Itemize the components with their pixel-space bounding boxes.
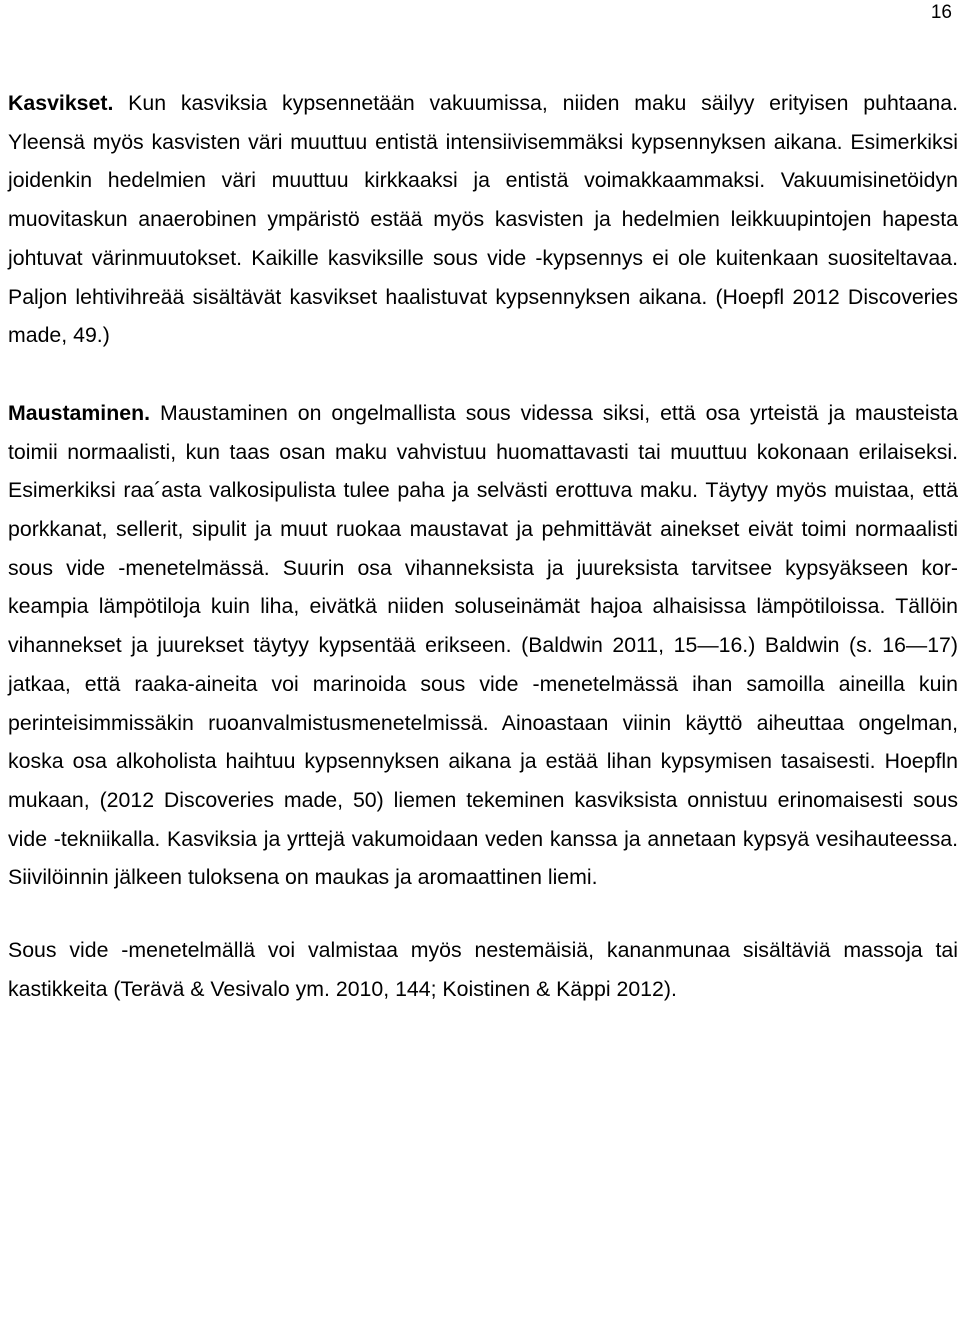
page-number: 16 <box>930 2 952 23</box>
paragraph-kasvikset <box>8 84 958 355</box>
paragraph-text-sous-vide: Sous vide -menetelmällä voi valmistaa myös nestemäisiä, kananmunaa sisältäviä massoja tai kastikkeita (Terävä & Vesivalo ym. 2010, 144; Koistinen & Käppi 2012). <box>8 938 958 1001</box>
paragraph-heading-kasvikset: Kasvikset. <box>8 91 114 115</box>
document-body <box>8 84 958 1008</box>
paragraph-text-maustaminen: Maustaminen on ongelmallista sous videssa siksi, että osa yrteistä ja mausteista toimii normaalisti, kun taas osan maku vahvistuu huomattavasti tai muuttuu kokonaan erilaiseksi. Esimerkiksi raa´asta valkosipulista tulee paha ja selvästi erottuva maku. Täytyy myös muistaa, että porkkanat, sellerit, sipulit ja muut ruokaa maustavat ja pehmittävät ainekset eivät toimi normaalisti sous vide -menetelmässä. Suurin osa vihanneksista ja juureksista tarvitsee kypsyäkseen korkeampia lämpötiloja kuin liha, eivätkä niiden soluseinämät hajoa alhaisissa lämpötiloissa. Tällöin vihannekset ja juurekset täytyy kypsentää erikseen. (Baldwin 2011, 15—16.) Baldwin (s. 16—17) jatkaa, että raaka-aineita voi marinoida sous vide -menetelmässä ihan samoilla aineilla kuin perinteisimmissäkin ruoanvalmistusmenetelmissä. Ainoastaan viinin käyttö aiheuttaa ongelman, koska osa alkoholista haihtuu kypsennyksen aikana ja estää lihan kypsymisen tasaisesti. Hoepfln mukaan, (2012 Discoveries made, 50) liemen tekeminen kasviksista onnistuu erinomaisesti sous vide -tekniikalla. Kasviksia ja yrttejä vakumoidaan veden kanssa ja annetaan kypsyä vesihauteessa. Siivilöinnin jälkeen tuloksena on maukas ja aromaattinen liemi. <box>8 400 958 890</box>
paragraph-maustaminen <box>8 394 958 897</box>
paragraph-text-kasvikset: Kun kasviksia kypsennetään vakuumissa, niiden maku säilyy erityisen puhtaana. Yleensä myös kasvisten väri muuttuu entistä intensiivisemmäksi kypsennyksen aikana. Esimerkiksi joidenkin hedelmien väri muuttuu kirkkaaksi ja entistä voimakkaammaksi. Vakuumisinetöidyn muovitaskun anaerobinen ympäristö estää myös kasvisten ja hedelmien leikkuupintojen hapesta johtuvat värinmuutokset. Kaikille kasviksille sous vide -kypsennys ei ole kuitenkaan suositeltavaa. Paljon lehtivihreää sisältävät kasvikset haalistuvat kypsennyksen aikana. (Hoepfl 2012 Discoveries made, 49.) <box>8 91 958 348</box>
paragraph-heading-maustaminen: Maustaminen. <box>8 400 151 425</box>
paragraph-sous-vide <box>8 931 958 1008</box>
